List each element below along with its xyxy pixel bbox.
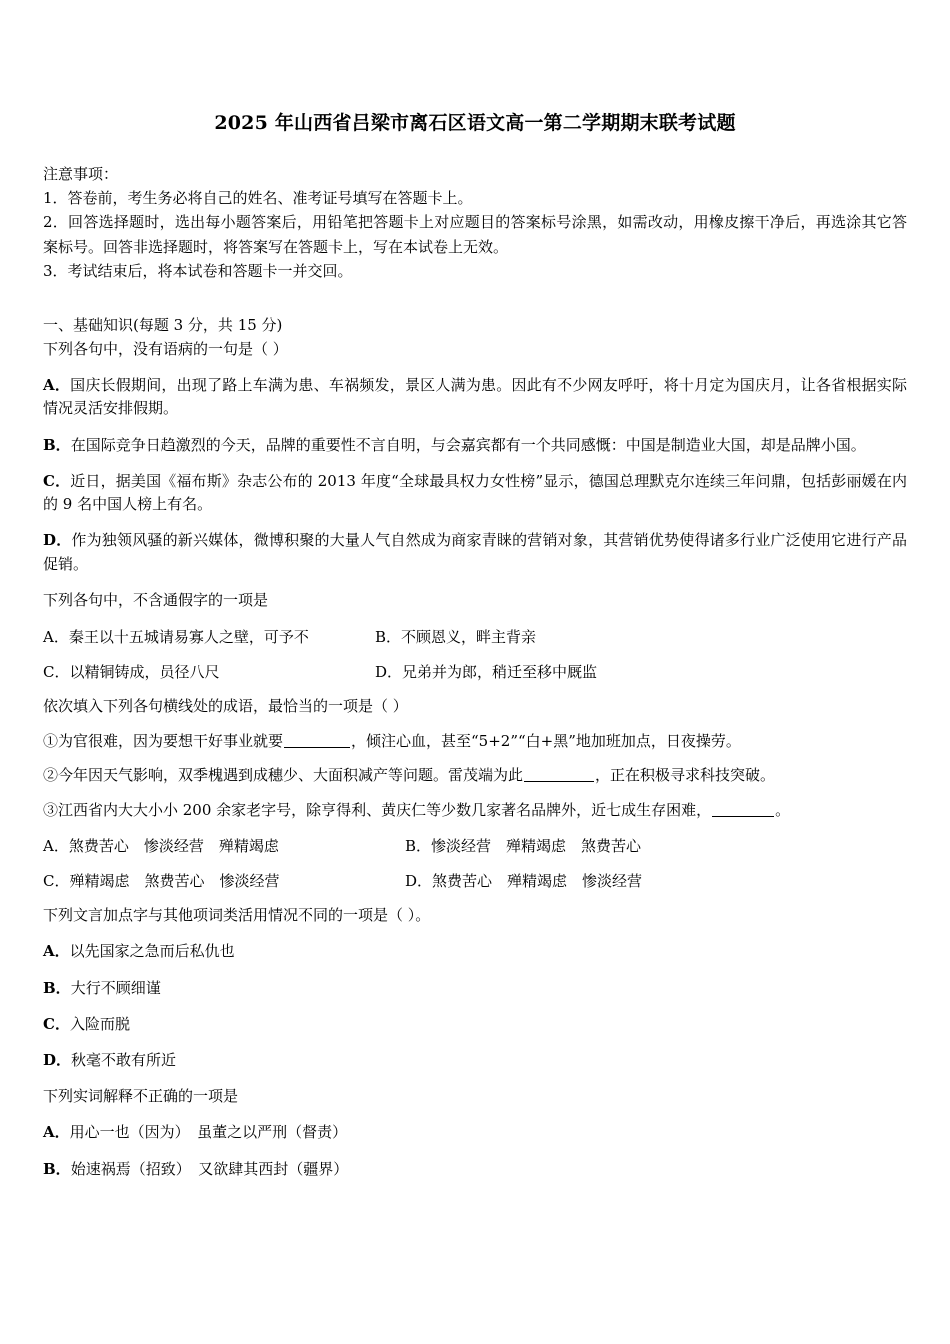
notice-item-3: 3．考试结束后，将本试卷和答题卡一并交回。 [43,261,353,280]
notice-item-1: 1．答卷前，考生务必将自己的姓名、准考证号填写在答题卡上。 [43,189,473,207]
option-label: B． [405,837,432,856]
question-1-option-c[interactable] [43,470,907,517]
item-suffix: ，正在积极寻求科技突破。 [595,766,776,785]
item-suffix: 。 [775,800,791,819]
option-text: 以先国家之急而后私仇也 [69,942,235,961]
option-label: A． [43,942,70,961]
option-label: C． [43,662,70,681]
question-1-option-b[interactable] [43,434,907,457]
item-prefix: ①为官很难，因为要想干好事业就要 [43,731,284,750]
option-text: 煞费苦心 殚精竭虑 惨淡经营 [432,872,643,891]
question-5-option-a[interactable] [43,1121,907,1144]
question-2-stem: 下列各句中，不含通假字的一项是 [43,590,269,609]
question-2-option-c[interactable] [43,661,375,682]
question-4-option-b[interactable] [43,977,907,1000]
fill-blank-3[interactable] [712,802,774,817]
option-label: D． [375,662,403,681]
question-2-option-b[interactable] [375,626,907,647]
question-3-options-row-cd [43,870,907,891]
question-3-options-row-ab [43,835,907,856]
option-label: C． [43,872,70,891]
option-text: 殚精竭虑 煞费苦心 惨淡经营 [69,872,280,891]
notice-item-2: 2．回答选择题时，选出每小题答案后，用铅笔把答题卡上对应题目的答案标号涂黑，如需改动，用橡皮擦干净后，再选涂其它答案标号。回答非选择题时，将答案写在答题卡上，写在本试卷上无效。 [43,213,907,256]
option-text: 以精铜铸成，员径八尺 [69,662,220,681]
notice-heading: 注意事项： [43,164,119,183]
option-text: 近日，据美国《福布斯》杂志公布的 2013 年度“全球最具权力女性榜”显示，德国总理默克尔连续三年问鼎，包括彭丽媛在内的 9 名中国人榜上有名。 [43,471,907,514]
question-2-options-row-ab [43,626,907,647]
option-label: C． [43,1014,70,1033]
option-text: 入险而脱 [69,1014,130,1033]
fill-blank-1[interactable] [284,733,350,748]
question-2-option-a[interactable] [43,626,375,647]
question-3-option-b[interactable] [405,835,907,856]
question-2-option-d[interactable] [375,661,907,682]
option-text: 在国际竞争日趋激烈的今天，品牌的重要性不言自明，与会嘉宾都有一个共同感慨：中国是制造业大国，却是品牌小国。 [70,435,866,454]
question-1-option-d[interactable] [43,529,907,576]
question-5-option-b[interactable] [43,1158,907,1181]
option-label: D． [43,1051,72,1070]
option-text: 煞费苦心 惨淡经营 殚精竭虑 [68,837,279,856]
option-label: D． [405,872,433,891]
option-text: 国庆长假期间，出现了路上车满为患、车祸频发，景区人满为患。因此有不少网友呼吁，将十月定为国庆月，让各省根据实际情况灵活安排假期。 [43,376,908,418]
item-prefix: ③江西省内大大小小 200 余家老字号，除亨得利、黄庆仁等少数几家著名品牌外，近七成生存困难， [43,800,712,819]
fill-blank-2[interactable] [524,767,594,782]
question-1-option-a[interactable] [43,374,907,421]
option-label: B． [43,435,71,454]
option-label: A． [43,376,71,395]
question-4-option-c[interactable] [43,1013,907,1036]
question-2-options-row-cd [43,661,907,682]
section-heading-one: 一、基础知识(每题 3 分，共 15 分) [43,316,283,335]
question-3-option-d[interactable] [405,870,907,891]
question-3-stem: 依次填入下列各句横线处的成语，最恰当的一项是（ ） [43,696,408,715]
option-text: 秦王以十五城请易寡人之壁，可予不 [68,627,309,646]
option-label: C． [43,471,71,490]
option-label: D． [43,531,72,550]
option-text: 秋毫不敢有所近 [71,1051,177,1070]
page-title: 2025 年山西省吕梁市离石区语文高一第二学期期末联考试题 [214,112,736,134]
question-4-option-d[interactable] [43,1049,907,1072]
question-1-stem: 下列各句中，没有语病的一句是（ ） [43,340,288,359]
option-label: A． [43,627,69,646]
option-label: B． [43,1159,71,1178]
option-label: A． [43,837,69,856]
question-3-item-1 [43,730,907,753]
option-label: B． [375,627,402,646]
option-text: 大行不顾细谨 [70,978,161,997]
question-3-option-a[interactable] [43,835,405,856]
question-3-option-c[interactable] [43,870,405,891]
item-suffix: ，倾注心血，甚至“5+2”“白+黑”地加班加点，日夜操劳。 [351,731,741,750]
question-5-stem: 下列实词解释不正确的一项是 [43,1087,239,1106]
question-4-option-a[interactable] [43,940,907,963]
option-text: 始速祸焉（招致） 又欲肆其西封（疆界） [70,1159,349,1178]
item-prefix: ②今年因天气影响，双季槐遇到成穗少、大面积减产等问题。雷茂端为此 [43,766,524,785]
question-3-item-2 [43,764,907,787]
option-text: 作为独领风骚的新兴媒体，微博积聚的大量人气自然成为商家青睐的营销对象，其营销优势使得诸多行业广泛使用它进行产品促销。 [43,531,907,573]
option-label: B． [43,978,71,997]
option-text: 不顾恩义，畔主背亲 [401,627,537,646]
option-text: 兄弟并为郎，稍迁至移中厩监 [402,662,598,681]
question-4-stem: 下列文言加点字与其他项词类活用情况不同的一项是（ ）。 [43,906,431,925]
option-label: A． [43,1123,70,1142]
option-text: 惨淡经营 殚精竭虑 煞费苦心 [431,837,642,856]
option-text: 用心一也（因为） 虽董之以严刑（督责） [69,1123,348,1142]
question-3-item-3 [43,799,907,822]
